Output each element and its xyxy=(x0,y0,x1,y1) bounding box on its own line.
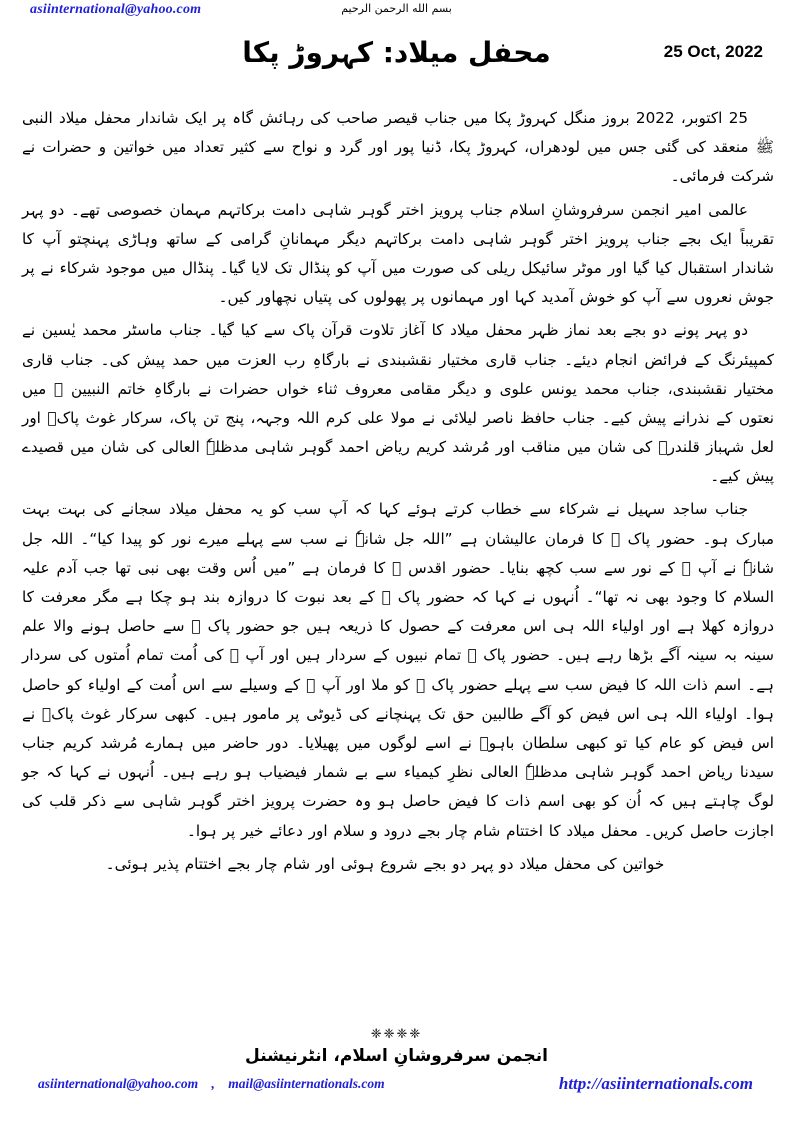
footer-website-link[interactable]: http://asiinternationals.com xyxy=(558,1074,753,1093)
footer-email-group xyxy=(38,1076,385,1092)
footer-email-separator: , xyxy=(211,1076,215,1091)
body-paragraph: دو پہر پونے دو بجے بعد نماز ظہر محفل میلاد کا آغاز تلاوت قرآن پاک سے کیا گیا۔ جناب ماسٹر محمد یٰسین نے کمپیئرنگ کے فرائض انجام دیئے۔ جناب قاری مختیار نقشبندی نے بارگاہِ رب العزت میں حمد پیش کی۔ جناب قاری مختیار نقشبندی، جناب محمد یونس علوی و دیگر مقامی معروف ثناء خواں حضرات نے بارگاہِ خاتم النبیین ﷺ میں نعتوں کے نذرانے پیش کیے۔ جناب حافظ ناصر لیلائی نے مولا علی کرم اللہ وجہہ، پنج تن پاک، سرکار غوث پاکؓ اور لعل شہباز قلندرؒ کی شان میں مناقب اور مُرشد کریم ریاض احمد گوہر شاہی مدظلہٗ العالی کی شان میں قصیدے پیش کیے۔ xyxy=(22,321,774,486)
title-row xyxy=(0,28,793,94)
body-paragraph: 25 اکتوبر، 2022 بروز منگل کہروڑ پکا میں جناب قیصر صاحب کی رہائش گاہ پر ایک شاندار محفل میلاد النبی ﷺ منعقد کی گئی جس میں لودھراں، کہروڑ پکا، ڈنیا پور اور گرد و نواح سے کثیر تعداد میں خواتین و حضرات نے شرکت فرمائی۔ xyxy=(22,109,774,186)
header-email-address[interactable]: asiinternational@yahoo.com xyxy=(30,2,202,17)
page-title: محفل میلاد: کہروڑ پکا xyxy=(242,36,551,69)
document-body xyxy=(22,104,774,1024)
footer-email-primary[interactable]: asiinternational@yahoo.com xyxy=(38,1076,199,1091)
footer-contact-row xyxy=(0,1076,793,1102)
ornament-divider: ❈❈❈❈ xyxy=(370,1027,423,1042)
bismillah-text: بسم الله الرحمن الرحيم xyxy=(341,2,452,15)
body-paragraph: جناب ساجد سہیل نے شرکاء سے خطاب کرتے ہوئے کہا کہ آپ سب کو یہ محفل میلاد سجانے کی بہت بہت مبارک ہو۔ حضور پاک ﷺ کا فرمان عالیشان ہے ”اللہ جل شانہٗ نے سب سے پہلے میرے نور کو پیدا کیا“۔ اللہ جل شانہٗ نے آپ ﷺ کے نور سے سب کچھ بنایا۔ حضور اقدس ﷺ کا فرمان ہے ”میں اُس وقت بھی نبی تھا جب آدم علیہ السلام کا وجود بھی نہ تھا“۔ اُنہوں نے کہا کہ حضور پاک ﷺ کے بعد نبوت کا دروازہ بند ہو چکا ہے مگر معرفت کا دروازہ کھلا ہے اور اولیاء اللہ ہی اس معرفت کے حصول کا ذریعہ ہیں جو حضور پاک ﷺ سے حاصل ہونے والا علم سینہ بہ سینہ آگے بڑھا رہے ہیں۔ حضور پاک ﷺ تمام نبیوں کے سردار ہیں اور آپ ﷺ کی اُمت تمام اُمتوں کی سردار ہے۔ اسم ذات اللہ کا فیض سب سے پہلے حضور پاک ﷺ کو ملا اور آپ ﷺ کے وسیلے سے اس اُمت کے اولیاء کو حاصل ہوا۔ اولیاء اللہ ہی اس فیض کو آگے طالبین حق تک پہنچانے کی ڈیوٹی پر مامور ہیں۔ کبھی سرکار غوث پاکؓ نے اس فیض کو عام کیا تو کبھی سلطان باہوؒ نے اسے لوگوں میں پھیلایا۔ دور حاضر میں ہمارے مُرشد کریم جناب سیدنا ریاض احمد گوہر شاہی مدظلہٗ العالی نظرِ کیمیاء سے بے شمار فیضیاب ہو رہے ہیں۔ اُنہوں نے کہا کہ جو لوگ چاہتے ہیں کہ اُن کو بھی اسم ذات کا فیض حاصل ہو وہ حضرت پرویز اختر گوہر شاہی سے ذکر قلب کی اجازت حاصل کریں۔ محفل میلاد کا اختتام شام چار بجے درود و سلام اور دعائے خیر پر ہوا۔ xyxy=(22,500,774,840)
document-header xyxy=(0,0,793,26)
body-paragraph: عالمی امیر انجمن سرفروشانِ اسلام جناب پرویز اختر گوہر شاہی دامت برکاتہم مہمان خصوصی تھے۔ دو پہر تقریباً ایک بجے جناب پرویز اختر گوہر شاہی دامت برکاتہم دیگر مہمانانِ گرامی کے ساتھ وہاڑی پہنچتو آپ کا شاندار استقبال کیا گیا اور موٹر سائیکل ریلی کی صورت میں آپ کو پنڈال تک لایا گیا۔ پنڈال میں موجود شرکاء نے پر جوش نعروں سے آپ کو خوش آمدید کہا اور مہمانوں پر پھولوں کی پتیاں نچھاور کیں۔ xyxy=(22,200,774,307)
document-date: 25 Oct, 2022 xyxy=(663,42,763,61)
body-paragraph: خواتین کی محفل میلاد دو پہر دو بجے شروع ہوئی اور شام چار بجے اختتام پذیر ہوئی۔ xyxy=(105,854,665,873)
footer-email-secondary[interactable]: mail@asiinternationals.com xyxy=(228,1076,385,1091)
organization-name: انجمن سرفروشانِ اسلام، انٹرنیشنل xyxy=(245,1046,548,1066)
document-footer xyxy=(0,1044,793,1122)
